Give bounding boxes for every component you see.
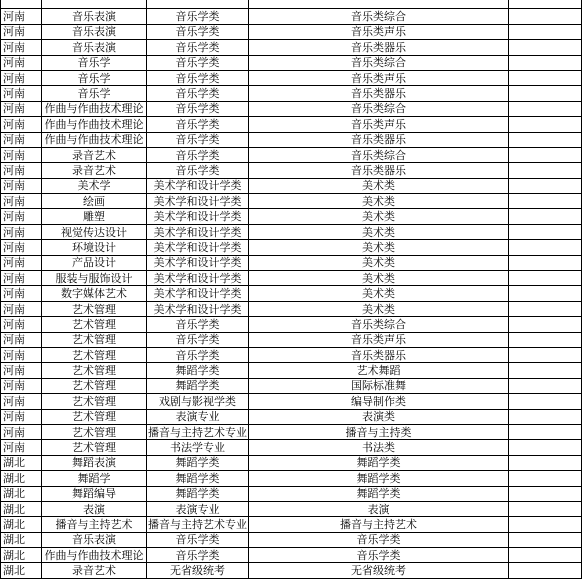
exam-category-cell: 编导制作类 (249, 394, 509, 409)
blank-cell (509, 101, 582, 116)
major-category-cell: 音乐学类 (147, 86, 249, 101)
table-row (1, 0, 582, 9)
exam-category-cell: 美术类 (249, 209, 509, 224)
major-cell: 艺术管理 (42, 301, 147, 316)
blank-cell (509, 486, 582, 501)
major-cell: 录音艺术 (42, 563, 147, 578)
table-row (1, 317, 582, 332)
major-cell: 表演 (42, 501, 147, 516)
blank-cell (509, 332, 582, 347)
table-row (1, 209, 582, 224)
major-cell: 舞蹈学 (42, 471, 147, 486)
major-category-cell: 音乐学类 (147, 9, 249, 24)
province-cell: 河南 (1, 70, 42, 85)
table-row (1, 332, 582, 347)
exam-category-cell: 国际标准舞 (249, 378, 509, 393)
exam-category-cell: 音乐类综合 (249, 55, 509, 70)
province-cell: 湖北 (1, 455, 42, 470)
exam-category-cell: 音乐类器乐 (249, 40, 509, 55)
table-row (1, 363, 582, 378)
major-cell: 音乐学 (42, 70, 147, 85)
blank-cell (509, 40, 582, 55)
exam-category-cell: 音乐类声乐 (249, 117, 509, 132)
blank-cell (509, 347, 582, 362)
province-cell: 河南 (1, 286, 42, 301)
major-cell: 音乐表演 (42, 9, 147, 24)
province-cell: 河南 (1, 178, 42, 193)
table-row (1, 548, 582, 563)
exam-category-cell: 美术类 (249, 286, 509, 301)
table-row (1, 471, 582, 486)
province-cell: 河南 (1, 240, 42, 255)
major-cell: 作曲与作曲技术理论 (42, 101, 147, 116)
blank-cell (509, 363, 582, 378)
province-cell: 河南 (1, 194, 42, 209)
blank-cell (509, 24, 582, 39)
exam-category-cell: 表演 (249, 501, 509, 516)
exam-category-cell: 音乐类器乐 (249, 347, 509, 362)
major-cell: 产品设计 (42, 255, 147, 270)
table-row (1, 224, 582, 239)
table-row (1, 178, 582, 193)
major-category-cell: 美术学和设计学类 (147, 301, 249, 316)
major-category-cell: 音乐学类 (147, 548, 249, 563)
exam-category-cell (249, 0, 509, 9)
province-cell: 湖北 (1, 501, 42, 516)
major-cell: 服装与服饰设计 (42, 271, 147, 286)
major-cell: 舞蹈表演 (42, 455, 147, 470)
exam-category-cell: 音乐类声乐 (249, 332, 509, 347)
major-category-cell: 表演专业 (147, 501, 249, 516)
major-cell: 音乐表演 (42, 532, 147, 547)
table-row (1, 501, 582, 516)
table-row (1, 301, 582, 316)
major-cell: 作曲与作曲技术理论 (42, 132, 147, 147)
major-cell: 艺术管理 (42, 317, 147, 332)
major-category-cell: 美术学和设计学类 (147, 240, 249, 255)
major-cell: 美术学 (42, 178, 147, 193)
major-category-cell: 音乐学类 (147, 347, 249, 362)
major-cell: 播音与主持艺术 (42, 517, 147, 532)
exam-category-cell: 美术类 (249, 240, 509, 255)
table-row (1, 55, 582, 70)
table-row (1, 86, 582, 101)
table-row (1, 532, 582, 547)
blank-cell (509, 240, 582, 255)
blank-cell (509, 517, 582, 532)
table-row (1, 240, 582, 255)
major-category-cell: 舞蹈学类 (147, 455, 249, 470)
major-category-cell: 戏剧与影视学类 (147, 394, 249, 409)
blank-cell (509, 501, 582, 516)
table-row (1, 347, 582, 362)
blank-cell (509, 224, 582, 239)
major-cell: 艺术管理 (42, 378, 147, 393)
major-cell: 艺术管理 (42, 332, 147, 347)
table-row (1, 132, 582, 147)
blank-cell (509, 563, 582, 578)
major-cell: 作曲与作曲技术理论 (42, 117, 147, 132)
province-cell: 河南 (1, 255, 42, 270)
province-cell: 湖北 (1, 548, 42, 563)
blank-cell (509, 271, 582, 286)
major-category-cell: 舞蹈学类 (147, 471, 249, 486)
province-cell: 河南 (1, 409, 42, 424)
major-category-cell: 播音与主持艺术专业 (148, 425, 247, 439)
major-cell: 艺术管理 (42, 363, 147, 378)
province-cell: 河南 (1, 117, 42, 132)
blank-cell (509, 86, 582, 101)
major-category-cell: 舞蹈学类 (147, 486, 249, 501)
exam-category-cell: 表演类 (249, 409, 509, 424)
blank-cell (509, 378, 582, 393)
major-cell: 音乐表演 (42, 24, 147, 39)
province-cell: 河南 (1, 55, 42, 70)
major-category-cell: 美术学和设计学类 (147, 286, 249, 301)
exam-category-cell: 艺术舞蹈 (249, 363, 509, 378)
province-cell: 河南 (1, 332, 42, 347)
blank-cell (509, 409, 582, 424)
major-category-cell: 音乐学类 (147, 163, 249, 178)
major-cell: 绘画 (42, 194, 147, 209)
blank-cell (509, 163, 582, 178)
major-cell: 艺术管理 (42, 440, 147, 455)
province-cell: 河南 (1, 271, 42, 286)
exam-category-cell: 音乐类器乐 (249, 86, 509, 101)
exam-category-cell: 美术类 (249, 224, 509, 239)
blank-cell (509, 532, 582, 547)
major-cell: 视觉传达设计 (42, 224, 147, 239)
exam-category-cell: 播音与主持艺术 (249, 517, 509, 532)
province-cell: 河南 (1, 224, 42, 239)
major-cell: 艺术管理 (42, 347, 147, 362)
province-cell: 河南 (1, 394, 42, 409)
major-category-cell: 音乐学类 (147, 332, 249, 347)
blank-cell (509, 440, 582, 455)
table-row (1, 117, 582, 132)
major-category-cell: 音乐学类 (147, 132, 249, 147)
exam-category-cell: 舞蹈学类 (249, 471, 509, 486)
major-category-cell: 舞蹈学类 (147, 378, 249, 393)
major-category-cell: 音乐学类 (147, 101, 249, 116)
major-cell: 音乐表演 (42, 40, 147, 55)
exam-category-cell: 美术类 (249, 194, 509, 209)
blank-cell (509, 55, 582, 70)
table-row (1, 194, 582, 209)
major-cell: 雕塑 (42, 209, 147, 224)
exam-category-cell: 音乐类声乐 (249, 70, 509, 85)
major-cell: 作曲与作曲技术理论 (42, 548, 147, 563)
province-cell: 河南 (1, 101, 42, 116)
table-row (1, 455, 582, 470)
province-cell: 湖北 (1, 486, 42, 501)
province-cell: 河南 (1, 363, 42, 378)
province-cell (1, 0, 42, 9)
major-category-cell: 无省级统考 (147, 563, 249, 578)
table-row (1, 424, 582, 439)
major-cell: 录音艺术 (42, 147, 147, 162)
major-cell: 数字媒体艺术 (42, 286, 147, 301)
major-category-cell: 美术学和设计学类 (147, 224, 249, 239)
major-cell: 艺术管理 (42, 394, 147, 409)
exam-category-cell: 播音与主持类 (249, 424, 509, 439)
exam-category-cell: 舞蹈学类 (249, 455, 509, 470)
exam-category-cell: 美术类 (249, 271, 509, 286)
table-row (1, 517, 582, 532)
blank-cell (509, 0, 582, 9)
table-row (1, 286, 582, 301)
major-category-cell: 音乐学类 (147, 40, 249, 55)
table-row (1, 486, 582, 501)
province-cell: 湖北 (1, 471, 42, 486)
blank-cell (509, 317, 582, 332)
major-cell: 艺术管理 (42, 409, 147, 424)
blank-cell (509, 471, 582, 486)
table-row (1, 563, 582, 578)
exam-category-cell: 无省级统考 (249, 563, 509, 578)
major-category-cell: 美术学和设计学类 (147, 194, 249, 209)
blank-cell (509, 178, 582, 193)
province-cell: 河南 (1, 86, 42, 101)
major-category-cell: 书法学专业 (147, 440, 249, 455)
major-category-cell: 音乐学类 (147, 24, 249, 39)
exam-category-cell: 音乐类声乐 (249, 24, 509, 39)
province-cell: 河南 (1, 209, 42, 224)
blank-cell (509, 194, 582, 209)
exam-category-cell: 美术类 (249, 301, 509, 316)
major-cell: 环境设计 (42, 240, 147, 255)
province-cell: 河南 (1, 301, 42, 316)
province-cell: 河南 (1, 424, 42, 439)
major-category-cell: 音乐学类 (147, 117, 249, 132)
blank-cell (509, 301, 582, 316)
table-row (1, 101, 582, 116)
blank-cell (509, 209, 582, 224)
major-category-cell: 音乐学类 (147, 147, 249, 162)
major-cell: 录音艺术 (42, 163, 147, 178)
exam-category-cell: 音乐类综合 (249, 147, 509, 162)
table-row (1, 440, 582, 455)
province-cell: 河南 (1, 317, 42, 332)
exam-category-cell: 音乐类综合 (249, 9, 509, 24)
blank-cell (509, 455, 582, 470)
province-cell: 河南 (1, 24, 42, 39)
province-cell: 河南 (1, 163, 42, 178)
table-row (1, 147, 582, 162)
major-category-cell: 美术学和设计学类 (147, 209, 249, 224)
major-category-cell: 播音与主持艺术专业 (148, 517, 247, 531)
blank-cell (509, 9, 582, 24)
blank-cell (509, 394, 582, 409)
table-row (1, 255, 582, 270)
blank-cell (509, 255, 582, 270)
major-category-cell: 美术学和设计学类 (147, 255, 249, 270)
province-cell: 湖北 (1, 563, 42, 578)
exam-category-cell: 舞蹈学类 (249, 486, 509, 501)
province-cell: 河南 (1, 9, 42, 24)
exam-category-cell: 音乐类综合 (249, 317, 509, 332)
table-row (1, 271, 582, 286)
blank-cell (509, 424, 582, 439)
exam-category-cell: 美术类 (249, 255, 509, 270)
exam-category-cell: 音乐类综合 (249, 101, 509, 116)
table-row (1, 24, 582, 39)
table-row (1, 394, 582, 409)
major-cell: 音乐学 (42, 86, 147, 101)
province-cell: 河南 (1, 132, 42, 147)
table-row (1, 163, 582, 178)
major-category-cell: 表演专业 (147, 409, 249, 424)
major-category-cell: 美术学和设计学类 (147, 178, 249, 193)
province-cell: 湖北 (1, 532, 42, 547)
exam-category-cell: 音乐类器乐 (249, 132, 509, 147)
table-row (1, 409, 582, 424)
exam-category-cell: 书法类 (249, 440, 509, 455)
exam-category-cell: 音乐类器乐 (249, 163, 509, 178)
province-cell: 湖北 (1, 517, 42, 532)
province-cell: 河南 (1, 347, 42, 362)
exam-category-cell: 美术类 (249, 178, 509, 193)
table-row (1, 378, 582, 393)
major-cell: 艺术管理 (42, 424, 147, 439)
major-cell: 音乐学 (42, 55, 147, 70)
province-cell: 河南 (1, 378, 42, 393)
major-category-cell (147, 0, 249, 9)
blank-cell (509, 117, 582, 132)
blank-cell (509, 286, 582, 301)
major-category-cell: 舞蹈学类 (147, 363, 249, 378)
table-row (1, 40, 582, 55)
major-category-cell: 音乐学类 (147, 532, 249, 547)
table-body (1, 0, 582, 578)
blank-cell (509, 70, 582, 85)
blank-cell (509, 147, 582, 162)
major-cell (42, 0, 147, 9)
major-category-cell: 音乐学类 (147, 70, 249, 85)
exam-category-cell: 音乐学类 (249, 548, 509, 563)
blank-cell (509, 132, 582, 147)
major-cell: 舞蹈编导 (42, 486, 147, 501)
exam-category-cell: 音乐学类 (249, 532, 509, 547)
province-cell: 河南 (1, 440, 42, 455)
table-row (1, 9, 582, 24)
blank-cell (509, 548, 582, 563)
major-category-cell: 音乐学类 (147, 55, 249, 70)
province-cell: 河南 (1, 40, 42, 55)
major-category-cell: 美术学和设计学类 (147, 271, 249, 286)
table-row (1, 70, 582, 85)
major-category-cell: 音乐学类 (147, 317, 249, 332)
province-cell: 河南 (1, 147, 42, 162)
